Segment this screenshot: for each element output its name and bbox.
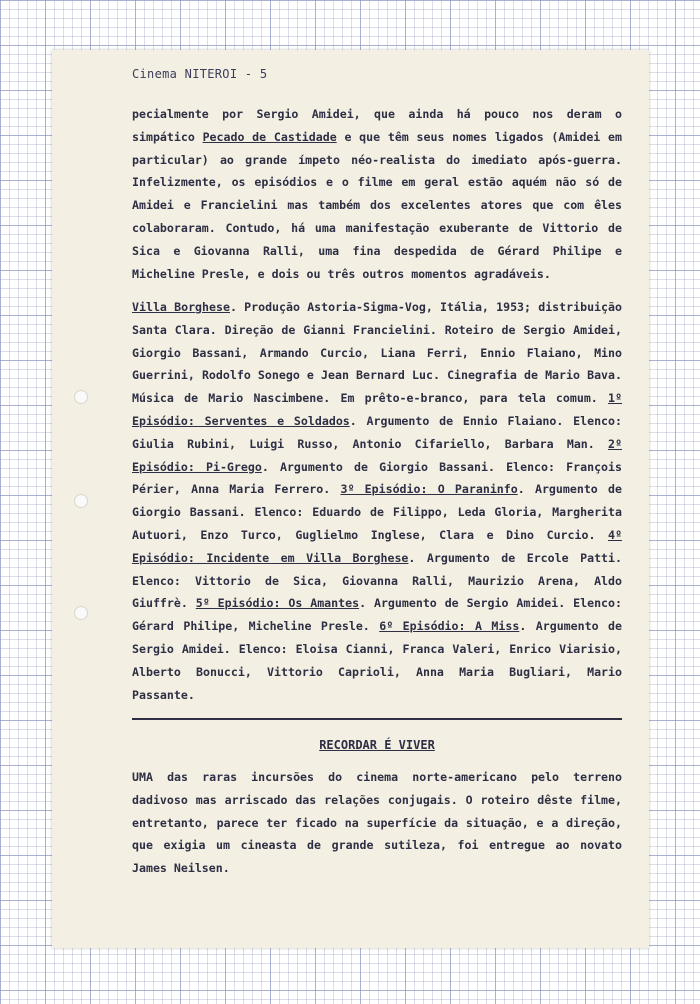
page-header: Cinema NITEROI - 5 bbox=[132, 67, 268, 81]
text-run: . Produção Astoria-Sigma-Vog, Itália, 1953; distribuição Santa Clara. Direção de Gianni Francielini. Roteiro de Sergio Amidei, Giorgio Bassani, Armando Curcio, Liana Ferri, Ennio Flaiano, Mino Guerrini, Rodolfo Sonego e Jean Bernard Luc. Cinegrafia de Mario Bava. Música de Mario Nascimbene. Em prêto-e-branco, para tela comum. bbox=[132, 300, 622, 406]
episode-1-title: 1º Episódio: Serventes e Soldados bbox=[132, 391, 622, 428]
punch-hole bbox=[74, 390, 88, 404]
text-run: . Argumento de Sergio Amidei. Elenco: Eloisa Cianni, Franca Valeri, Enrico Viarisio, Alberto Bonucci, Vittorio Caprioli, Anna Maria Bugliari, Mario Passante. bbox=[132, 619, 622, 702]
paragraph-recordar-e-viver bbox=[132, 766, 622, 880]
episode-4-title: 4º Episódio: Incidente em Villa Borghese bbox=[132, 527, 622, 565]
typewritten-page bbox=[52, 50, 649, 948]
film-title-pecado: Pecado de Castidade bbox=[202, 129, 337, 144]
paragraph-villa-borghese-credits bbox=[132, 296, 622, 706]
section-title: RECORDAR É VIVER bbox=[319, 738, 435, 752]
episode-5-title: 5º Episódio: Os Amantes bbox=[195, 596, 360, 611]
film-title-villa-borghese: Villa Borghese bbox=[132, 300, 230, 314]
text-run: . Argumento de Ennio Flaiano. Elenco: Giulia Rubini, Luigi Russo, Antonio Cifariello, Barbara Man. bbox=[132, 413, 622, 451]
punch-hole bbox=[74, 494, 88, 508]
episode-6-title: 6º Episódio: A Miss bbox=[379, 619, 520, 634]
text-run: . Argumento de Ercole Patti. Elenco: Vittorio de Sica, Giovanna Ralli, Maurizio Arena, Aldo Giuffrè. bbox=[132, 550, 622, 611]
episode-2-title: 2º Episódio: Pi-Grego bbox=[132, 436, 622, 474]
punch-hole bbox=[74, 606, 88, 620]
text-run: pecialmente por Sergio Amidei, que ainda há pouco nos deram o simpático bbox=[132, 107, 622, 144]
episode-3-title: 3º Episódio: O Paraninfo bbox=[340, 482, 518, 497]
text-run: . Argumento de Giorgio Bassani. Elenco: Eduardo de Filippo, Leda Gloria, Margherita Autuori, Enzo Turco, Guglielmo Inglese, Clara e Dino Curcio. bbox=[132, 482, 622, 542]
paragraph-review-continuation bbox=[132, 103, 622, 285]
paragraph-text: UMA das raras incursões do cinema norte-americano pelo terreno dadivoso mas arriscado das relações conjugais. O roteiro dêste filme, entretanto, parece ter ficado na superfície da situação, e a direção, que exigia um cineasta de grande sutileza, foi entregue ao novato James Neilsen. bbox=[132, 770, 622, 876]
section-divider bbox=[132, 718, 622, 720]
text-run: . Argumento de Sergio Amidei. Elenco: Gérard Philipe, Micheline Presle. bbox=[132, 596, 622, 634]
text-run: . Argumento de Giorgio Bassani. Elenco: François Périer, Anna Maria Ferrero. bbox=[132, 459, 622, 497]
text-run: e que têm seus nomes ligados (Amidei em particular) ao grande ímpeto néo-realista do imediato após-guerra. Infelizmente, os episódios e o filme em geral estão aquém não só de Amidei e Francielini mas também dos excelentes atores que com êles colaboraram. Contudo, há uma manifestação exuberante de Vittorio de Sica e Giovanna Ralli, uma fina despedida de Gérard Philipe e Micheline Presle, e dois ou três outros momentos agradáveis. bbox=[132, 129, 622, 281]
